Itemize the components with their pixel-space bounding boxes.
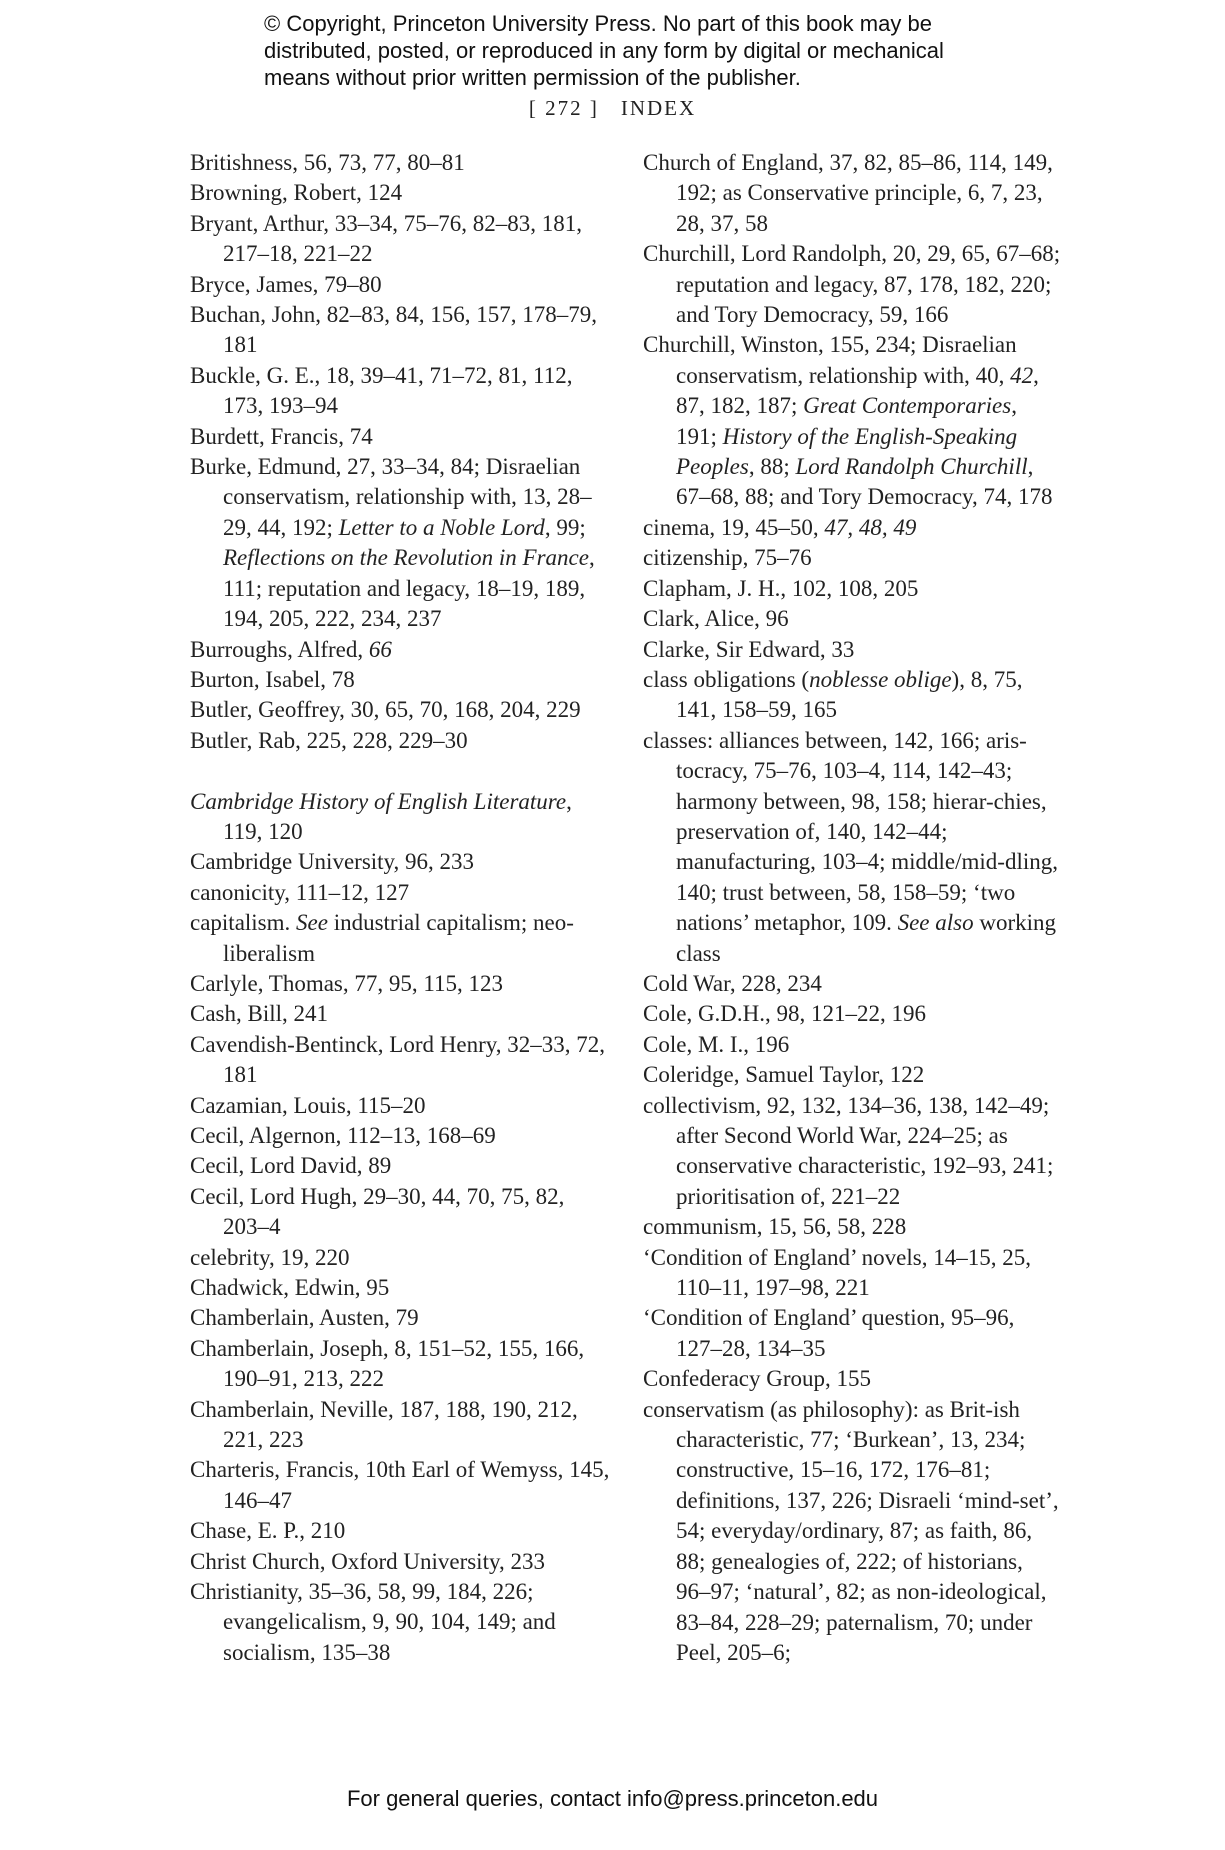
index-entry-text: , 67–68, 88; and Tory Democracy, 74, 178 bbox=[676, 454, 1053, 510]
index-entry-text: Confederacy Group, 155 bbox=[643, 1366, 872, 1392]
index-entry-text: Burdett, Francis, 74 bbox=[190, 423, 373, 449]
index-entry-italic-text: 47, 48, 49 bbox=[824, 514, 917, 540]
index-entry-text: Clarke, Sir Edward, 33 bbox=[643, 636, 855, 662]
index-entry-text: Christianity, 35–36, 58, 99, 184, 226; evangelicalism, 9, 90, 104, 149; and socialism, 135–38 bbox=[190, 1579, 556, 1665]
index-entry-text: Cecil, Algernon, 112–13, 168–69 bbox=[190, 1122, 496, 1148]
index-entry-text: collectivism, 92, 132, 134–36, 138, 142–49; after Second World War, 224–25; as conservative characteristic, 192–93, 241; prioritisation of, 221–22 bbox=[643, 1092, 1054, 1209]
index-entry-text: Churchill, Lord Randolph, 20, 29, 65, 67–68; reputation and legacy, 87, 178, 182, 220; and Tory Democracy, 59, 166 bbox=[643, 241, 1061, 328]
index-entry bbox=[190, 270, 610, 300]
index-entry bbox=[190, 1303, 610, 1333]
index-column-left bbox=[190, 148, 610, 1668]
copyright-line-2: distributed, posted, or reproduced in any form by digital or mechanical bbox=[264, 38, 944, 63]
index-entry-text: Bryant, Arthur, 33–34, 75–76, 82–83, 181, 217–18, 221–22 bbox=[190, 210, 582, 267]
index-entry bbox=[190, 1455, 610, 1516]
index-entry bbox=[643, 330, 1063, 512]
index-entry bbox=[643, 1030, 1063, 1060]
index-entry-text: , 88; bbox=[748, 454, 796, 480]
index-entry-text: Cole, M. I., 196 bbox=[643, 1031, 790, 1057]
index-entry bbox=[190, 1577, 610, 1668]
copyright-notice bbox=[264, 10, 1024, 91]
index-entry-italic-text: 66 bbox=[368, 636, 392, 662]
index-entry-text: Clark, Alice, 96 bbox=[643, 606, 789, 632]
index-entry-italic-text: noblesse oblige bbox=[809, 666, 952, 692]
index-entry bbox=[190, 422, 610, 452]
index-entry bbox=[190, 209, 610, 270]
index-entry-text: Cole, G.D.H., 98, 121–22, 196 bbox=[643, 1001, 927, 1027]
index-entry bbox=[190, 695, 610, 725]
index-entry bbox=[643, 604, 1063, 634]
index-entry bbox=[190, 878, 610, 908]
index-entry-text: canonicity, 111–12, 127 bbox=[190, 879, 410, 905]
index-entry-text: industrial capitalism; neo-liberalism bbox=[223, 910, 574, 966]
index-entry-text: Cecil, Lord Hugh, 29–30, 44, 70, 75, 82, 203–4 bbox=[190, 1183, 565, 1240]
index-entry-text: ‘Condition of England’ novels, 14–15, 25, 110–11, 197–98, 221 bbox=[643, 1244, 1031, 1301]
index-entry bbox=[190, 1547, 610, 1577]
index-entry bbox=[190, 1243, 610, 1273]
index-entry bbox=[643, 635, 1063, 665]
index-entry bbox=[190, 969, 610, 999]
index-entry bbox=[190, 1182, 610, 1243]
index-entry bbox=[190, 635, 610, 665]
index-entry-text: Butler, Geoffrey, 30, 65, 70, 168, 204, 229 bbox=[190, 697, 581, 723]
index-entry bbox=[190, 1273, 610, 1303]
index-entry-text: Butler, Rab, 225, 228, 229–30 bbox=[190, 727, 468, 753]
index-entry bbox=[190, 1121, 610, 1151]
index-entry-text: conservatism (as philosophy): as Brit-ish characteristic, 77; ‘Burkean’, 13, 234; constructive, 15–16, 172, 176–81; definitions, 137, 226; Disraeli ‘mind-set’, 54; everyday/ordinary, 87; as faith, 86, 88; genealogies of, 222; of historians, 96–97; ‘natural’, 82; as non-ideological, 83–84, 228–29; paternalism, 70; under Peel, 205–6; bbox=[643, 1396, 1059, 1665]
index-entry-text: communism, 15, 56, 58, 228 bbox=[643, 1214, 907, 1240]
index-entry-text: Browning, Robert, 124 bbox=[190, 180, 403, 206]
index-entry bbox=[190, 1516, 610, 1546]
index-entry-italic-text: Lord Randolph Churchill bbox=[795, 454, 1028, 480]
index-entry bbox=[643, 999, 1063, 1029]
index-entry-text: Chamberlain, Austen, 79 bbox=[190, 1305, 419, 1331]
index-entry bbox=[190, 847, 610, 877]
index-entry-text: Britishness, 56, 73, 77, 80–81 bbox=[190, 150, 465, 175]
index-entry-italic-text: See also bbox=[897, 910, 974, 936]
index-entry-text: Cambridge University, 96, 233 bbox=[190, 849, 475, 875]
page-number: [ 272 ] bbox=[528, 96, 599, 120]
copyright-line-3: means without prior written permission of the publisher. bbox=[264, 65, 801, 90]
index-entry-text: Cecil, Lord David, 89 bbox=[190, 1153, 392, 1179]
index-entry bbox=[190, 178, 610, 208]
index-entry bbox=[643, 726, 1063, 969]
index-entry bbox=[190, 1395, 610, 1456]
index-entry bbox=[190, 908, 610, 969]
index-entry-text: , 99; bbox=[544, 514, 586, 540]
index-entry bbox=[190, 1334, 610, 1395]
index-entry-text: cinema, 19, 45–50, bbox=[643, 514, 825, 540]
index-entry bbox=[190, 665, 610, 695]
index-entry-text: Buchan, John, 82–83, 84, 156, 157, 178–79, 181 bbox=[190, 302, 597, 358]
index-entry bbox=[190, 726, 610, 756]
index-entry-text: Chamberlain, Neville, 187, 188, 190, 212, 221, 223 bbox=[190, 1396, 578, 1453]
index-entry-text: Burton, Isabel, 78 bbox=[190, 666, 355, 692]
index-entry bbox=[643, 1091, 1063, 1213]
index-entry bbox=[643, 543, 1063, 573]
index-entry bbox=[190, 1091, 610, 1121]
index-entry bbox=[190, 148, 610, 178]
index-entry-italic-text: Cambridge History of English Literature bbox=[190, 788, 567, 814]
index-entry-text: Chadwick, Edwin, 95 bbox=[190, 1275, 390, 1301]
index-entry-text: , 191; bbox=[676, 393, 1017, 449]
index-entry-text: celebrity, 19, 220 bbox=[190, 1244, 350, 1270]
index-entry bbox=[643, 665, 1063, 726]
index-entry-text: Charteris, Francis, 10th Earl of Wemyss, 145, 146–47 bbox=[190, 1457, 610, 1513]
index-entry-text: ‘Condition of England’ question, 95–96, 127–28, 134–35 bbox=[643, 1305, 1015, 1361]
index-entry bbox=[643, 148, 1063, 239]
index-entry bbox=[190, 1030, 610, 1091]
index-entry-text: Clapham, J. H., 102, 108, 205 bbox=[643, 575, 919, 601]
index-entry bbox=[643, 513, 1063, 543]
index-entry-italic-text: 42 bbox=[1010, 362, 1034, 388]
index-entry bbox=[643, 239, 1063, 330]
footer-contact: For general queries, contact info@press.princeton.edu bbox=[346, 1786, 879, 1811]
index-entry-italic-text: Reflections on the Revolution in France bbox=[223, 545, 589, 571]
index-entry-text: Chamberlain, Joseph, 8, 151–52, 155, 166, 190–91, 213, 222 bbox=[190, 1335, 585, 1392]
letter-section-gap bbox=[190, 756, 610, 786]
index-entry bbox=[190, 787, 610, 848]
index-entry-text: capitalism. bbox=[190, 910, 297, 936]
index-entry-text: Christ Church, Oxford University, 233 bbox=[190, 1548, 545, 1574]
index-entry-text: Cazamian, Louis, 115–20 bbox=[190, 1092, 426, 1118]
index-entry-text: Bryce, James, 79–80 bbox=[190, 271, 382, 297]
index-entry-text: Burroughs, Alfred, bbox=[190, 636, 369, 662]
index-entry-text: , 119, 120 bbox=[223, 788, 572, 844]
index-entry bbox=[643, 1243, 1063, 1304]
index-entry bbox=[643, 969, 1063, 999]
index-entry bbox=[190, 361, 610, 422]
copyright-line-1: © Copyright, Princeton University Press. No part of this book may be bbox=[264, 11, 932, 36]
index-entry bbox=[190, 452, 610, 634]
running-head bbox=[0, 96, 1225, 121]
index-entry-text: Coleridge, Samuel Taylor, 122 bbox=[643, 1062, 925, 1088]
index-entry-text: Buckle, G. E., 18, 39–41, 71–72, 81, 112, 173, 193–94 bbox=[190, 362, 573, 419]
index-entry-italic-text: Letter to a Noble Lord bbox=[338, 514, 545, 540]
index-entry-text: ), 8, 75, 141, 158–59, 165 bbox=[676, 666, 1023, 723]
index-entry bbox=[643, 1364, 1063, 1394]
index-entry-text: Chase, E. P., 210 bbox=[190, 1518, 346, 1544]
index-entry-text: , 87, 182, 187; bbox=[676, 362, 1039, 419]
index-entry bbox=[190, 999, 610, 1029]
index-entry bbox=[643, 1060, 1063, 1090]
index-entry bbox=[643, 574, 1063, 604]
index-entry-italic-text: See bbox=[296, 910, 328, 936]
index-entry-text: working class bbox=[676, 910, 1057, 966]
index-column-right bbox=[643, 148, 1063, 1668]
index-entry-text: citizenship, 75–76 bbox=[643, 545, 812, 571]
index-entry-text: Churchill, Winston, 155, 234; Disraelian conservatism, relationship with, 40, bbox=[643, 332, 1017, 388]
index-entry-text: Cavendish-Bentinck, Lord Henry, 32–33, 72, 181 bbox=[190, 1031, 605, 1088]
index-entry bbox=[190, 1151, 610, 1181]
index-entry-italic-text: History of the English-Speaking Peoples bbox=[676, 423, 1018, 480]
index-entry-text: Cold War, 228, 234 bbox=[643, 970, 822, 996]
index-entry-text: classes: alliances between, 142, 166; aris-tocracy, 75–76, 103–4, 114, 142–43; harmony between, 98, 158; hierar-chies, preservation of, 140, 142–44; manufacturing, 103–4; middle/mid-dling, 140; trust between, 58, 158–59; ‘two nations’ metaphor, 109. bbox=[643, 727, 1058, 936]
index-entry-text: class obligations ( bbox=[643, 666, 810, 692]
index-entry-italic-text: Great Contemporaries bbox=[803, 393, 1012, 419]
section-title: INDEX bbox=[620, 96, 697, 120]
index-entry-text: Carlyle, Thomas, 77, 95, 115, 123 bbox=[190, 970, 504, 996]
index-entry-text: Cash, Bill, 241 bbox=[190, 1001, 329, 1027]
index-entry bbox=[643, 1303, 1063, 1364]
index-entry bbox=[643, 1395, 1063, 1669]
index-entry-text: Burke, Edmund, 27, 33–34, 84; Disraelian conservatism, relationship with, 13, 28–29, 44, 192; bbox=[190, 454, 592, 540]
index-entry bbox=[643, 1212, 1063, 1242]
index-entry bbox=[190, 300, 610, 361]
index-entry-text: Church of England, 37, 82, 85–86, 114, 149, 192; as Conservative principle, 6, 7, 23, 28, 37, 58 bbox=[643, 150, 1053, 236]
index-entry-text: , 111; reputation and legacy, 18–19, 189, 194, 205, 222, 234, 237 bbox=[223, 545, 595, 632]
